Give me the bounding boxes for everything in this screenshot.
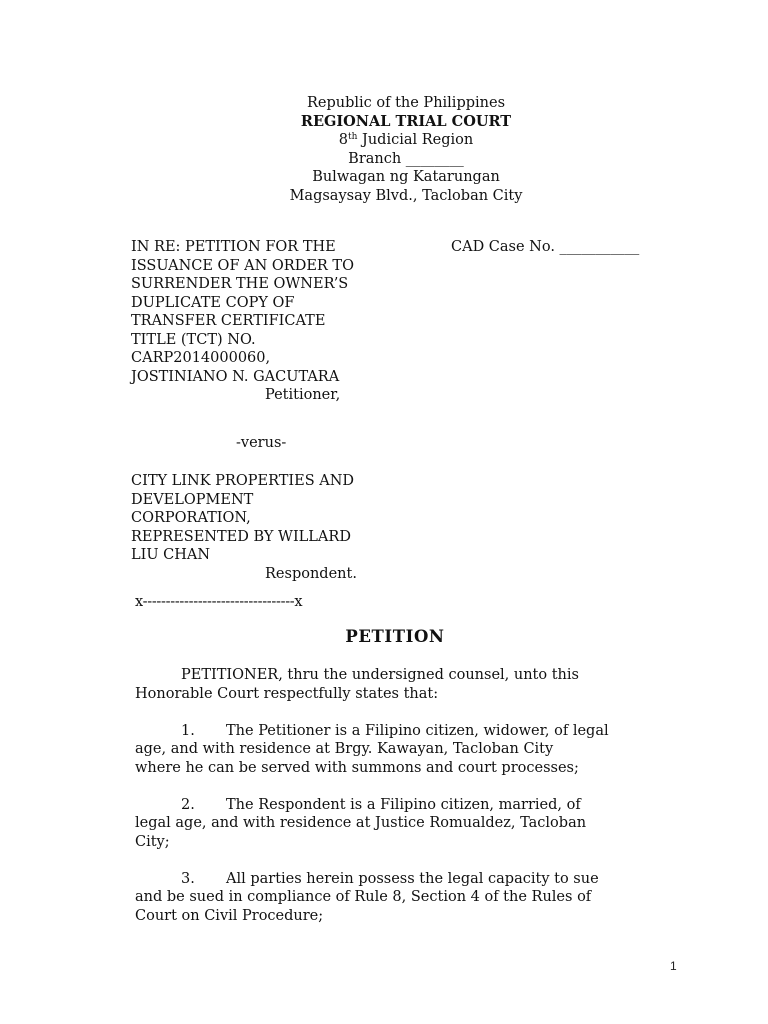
caption-line: DEVELOPMENT (131, 491, 254, 508)
paragraph-line: age, and with residence at Brgy. Kawayan, Tacloban City (135, 741, 554, 757)
caption-line: DUPLICATE COPY OF (131, 294, 295, 311)
document-body (135, 666, 675, 944)
paragraph-line: 1. The Petitioner is a Filipino citizen, widower, of legal (181, 722, 609, 739)
caption-line: LIU CHAN (131, 547, 211, 563)
caption-line: JOSTINIANO N. GACUTARA (131, 368, 340, 385)
document-title: PETITION (345, 627, 445, 646)
caption-line: SURRENDER THE OWNER’S (131, 276, 349, 292)
paragraph-number: 1. (181, 722, 195, 739)
header-republic: Republic of the Philippines (306, 95, 506, 111)
page-number: 1 (670, 959, 677, 973)
intro-paragraph (135, 666, 675, 703)
court-header (0, 94, 768, 205)
paragraph-number: 3. (181, 870, 195, 887)
caption-line: CORPORATION, (131, 510, 251, 526)
paragraph-line: Honorable Court respectfully states that: (135, 685, 439, 702)
numbered-paragraph-2 (135, 796, 675, 852)
header-court-name: REGIONAL TRIAL COURT (300, 112, 512, 130)
paragraph-line: Court on Civil Procedure; (135, 907, 324, 924)
header-building: Bulwagan ng Katarungan (312, 169, 500, 185)
petitioner-label: Petitioner, (265, 387, 341, 403)
caption-line: ISSUANCE OF AN ORDER TO (131, 257, 354, 274)
caption-respondent-block (131, 472, 431, 583)
caption-line: CITY LINK PROPERTIES AND (131, 473, 355, 489)
versus-label: -verus- (236, 435, 287, 451)
caption-line: REPRESENTED BY WILLARD (131, 528, 351, 545)
caption-line: TITLE (TCT) NO. (131, 331, 256, 348)
numbered-paragraph-3 (135, 870, 675, 926)
paragraph-line: City; (135, 833, 170, 850)
paragraph-line: where he can be served with summons and court processes; (135, 759, 579, 776)
paragraph-line: 2. The Respondent is a Filipino citizen, married, of (181, 796, 581, 813)
caption-line: TRANSFER CERTIFICATE (131, 313, 326, 329)
respondent-label: Respondent. (265, 565, 357, 582)
header-address: Magsaysay Blvd., Tacloban City (289, 187, 523, 204)
paragraph-line: legal age, and with residence at Justice Romualdez, Tacloban (135, 815, 587, 831)
header-judicial-region: 8th Judicial Region (338, 132, 474, 148)
paragraph-line: 3. All parties herein possess the legal capacity to sue (181, 870, 599, 887)
numbered-paragraph-1 (135, 722, 675, 778)
paragraph-line: and be sued in compliance of Rule 8, Section 4 of the Rules of (135, 889, 592, 905)
caption-line: IN RE: PETITION FOR THE (131, 239, 336, 255)
paragraph-line: PETITIONER, thru the undersigned counsel, unto this (181, 667, 579, 683)
case-number-field: CAD Case No. ___________ (451, 239, 640, 255)
header-branch: Branch ________ (348, 150, 464, 167)
caption-separator: x---------------------------------x (135, 594, 303, 610)
caption-petitioner-block (131, 238, 431, 405)
paragraph-number: 2. (181, 796, 195, 813)
caption-line: CARP2014000060, (131, 350, 271, 366)
